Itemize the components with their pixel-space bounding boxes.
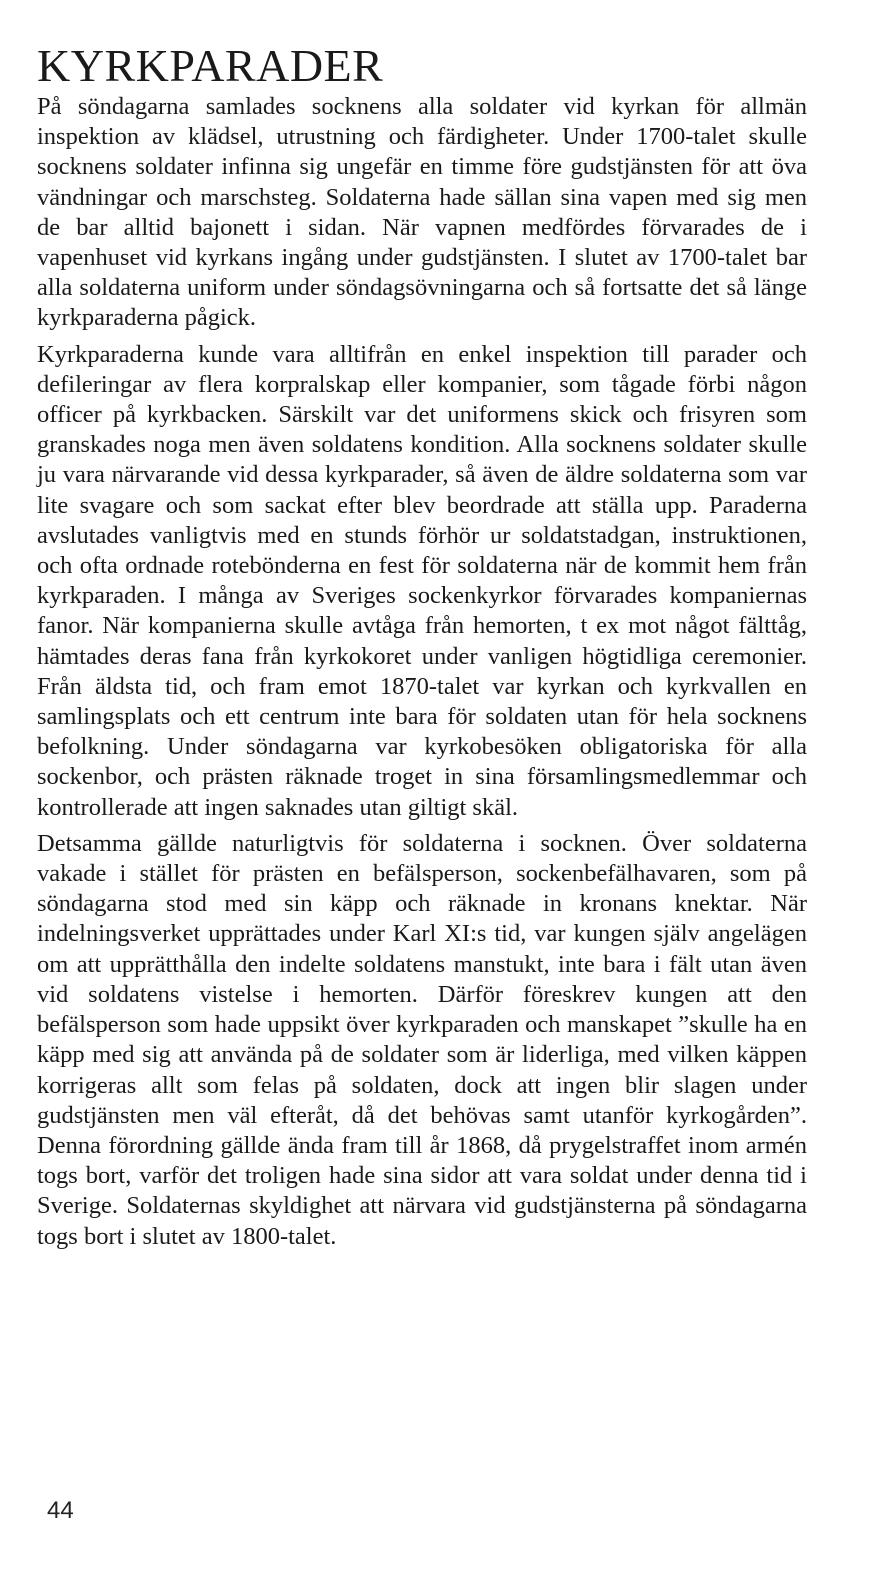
paragraph-2: Kyrkparaderna kunde vara alltifrån en enkel inspektion till parader och defileringar av flera korpralskap eller kompanier, som tågade förbi någon officer på kyrkbacken. Särskilt var det uniformens skick och frisyren som granskades noga men även soldatens kondition. Alla socknens soldater skulle ju vara närvarande vid dessa kyrkparader, så även de äldre soldaterna som var lite svagare och som sackat efter blev beordrade att ställa upp. Paraderna avslutades vanligtvis med en stunds förhör ur soldatstadgan, instruktionen, och ofta ordnade rotebönderna en fest för soldaterna när de kommit hem från kyrkparaden. I många av Sveriges sockenkyrkor förvarades kompaniernas fanor. När kompanierna skulle avtåga från hemorten, t ex mot något fälttåg, hämtades deras fana från kyrkokoret under vanligen högtidliga ceremonier. Från äldsta tid, och fram emot 1870-talet var kyrkan och kyrkvallen en samlingsplats och ett centrum inte bara för soldaten utan för hela socknens befolkning. Under söndagarna var kyrkobesöken obligatoriska för alla sockenbor, och prästen räknade troget in sina församlingsmedlemmar och kontrollerade att ingen saknades utan giltigt skäl. <box>37 340 807 821</box>
page-number: 44 <box>47 1497 74 1524</box>
body-text <box>37 92 807 1258</box>
page-title: KYRKPARADER <box>37 40 384 91</box>
paragraph-3: Detsamma gällde naturligtvis för soldaterna i socknen. Över soldaterna vakade i stället för prästen en befälsperson, sockenbefälhavaren, som på söndagarna stod med sin käpp och räknade in kronans knektar. När indelningsverket upprättades under Karl XI:s tid, var kungen själv angelägen om att upprätthålla den indelte soldatens manstukt, inte bara i fält utan även vid soldatens vistelse i hemorten. Därför föreskrev kungen att den befälsperson som hade uppsikt över kyrkparaden och manskapet ”skulle ha en käpp med sig att använda på de soldater som är liderliga, med vilken käppen korrigeras allt som felas på soldaten, dock att ingen blir slagen under gudstjänsten men väl efteråt, då det behövas samt utanför kyrkogården”. Denna förordning gällde ända fram till år 1868, då prygelstraffet inom armén togs bort, varför det troligen hade sina sidor att vara soldat under denna tid i Sverige. Soldaternas skyldighet att närvara vid gudstjänsterna på söndagarna togs bort i slutet av 1800-talet. <box>37 829 807 1250</box>
paragraph-1: På söndagarna samlades socknens alla soldater vid kyrkan för allmän inspektion av klädsel, utrustning och färdigheter. Under 1700-talet skulle socknens soldater infinna sig ungefär en timme före gudstjänsten för att öva vändningar och marschsteg. Soldaterna hade sällan sina vapen med sig men de bar alltid bajonett i sidan. När vapnen medfördes förvarades de i vapenhuset vid kyrkans ingång under gudstjänsten. I slutet av 1700-talet bar alla soldaterna uniform under söndagsövningarna och så fortsatte det så länge kyrkparaderna pågick. <box>37 93 807 332</box>
